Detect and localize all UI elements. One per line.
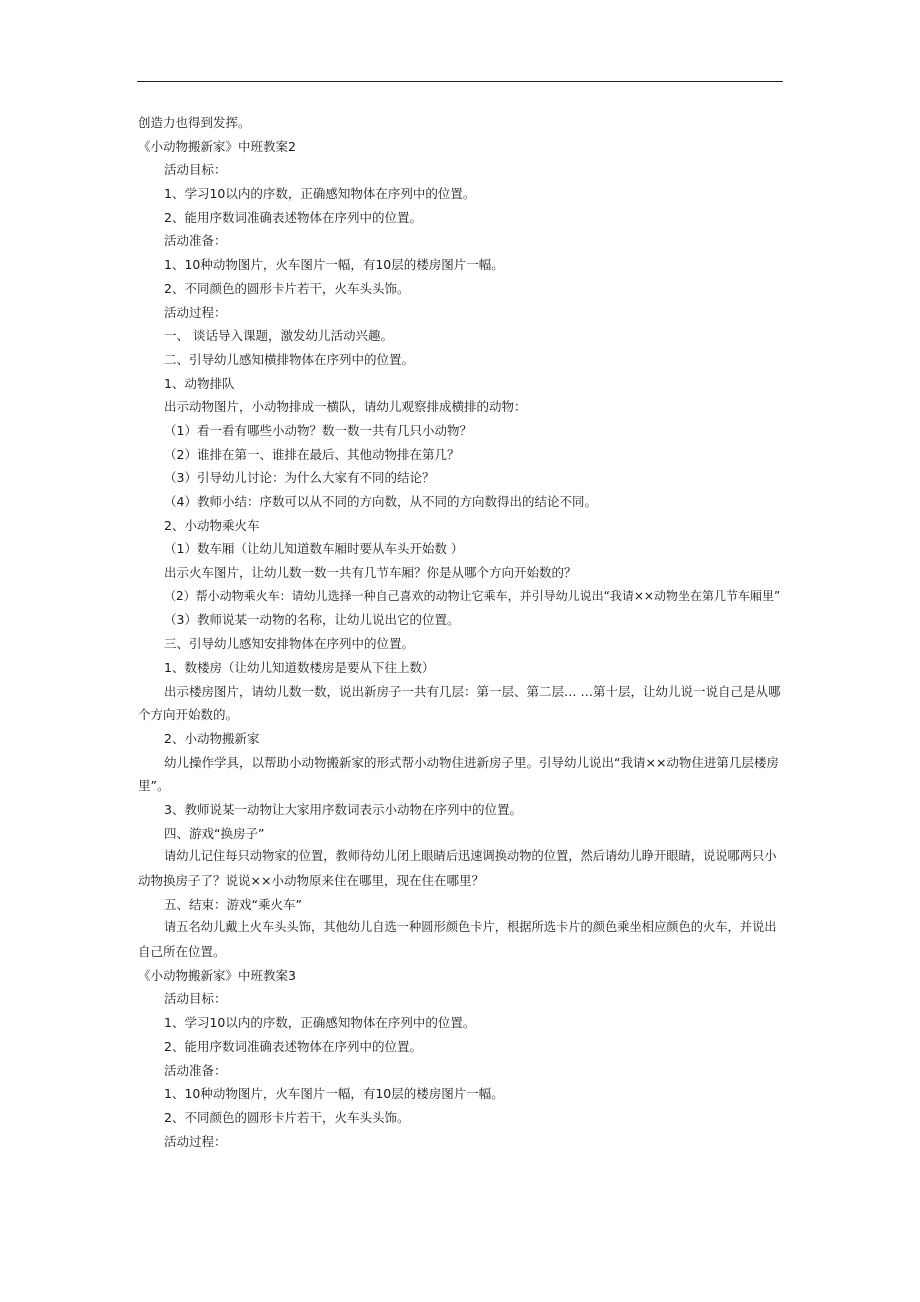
text-line: （1）看一看有哪些小动物？数一数一共有几只小动物？: [164, 422, 472, 438]
text-line: 自己所在位置。: [138, 944, 226, 960]
text-line: 活动过程：: [164, 304, 227, 320]
text-line: 请五名幼儿戴上火车头头饰，其他幼儿自选一种圆形颜色卡片，根据所选卡片的颜色乘坐相应颜色的火车，并说出: [164, 920, 777, 935]
text-line: 1、数楼房（让幼儿知道数楼房是要从下往上数）: [164, 659, 435, 675]
text-line: （1）数车厢（让幼儿知道数车厢时要从车头开始数 ）: [164, 541, 464, 557]
text-line: 个方向开始数的。: [138, 707, 239, 723]
text-line: （2）帮小动物乘火车：请幼儿选择一种自己喜欢的动物让它乘车，并引导幼儿说出“我请××动物坐在第几节车厢里”: [164, 588, 781, 603]
text-line: 3、教师说某一动物让大家用序数词表示小动物在序列中的位置。: [164, 801, 522, 817]
text-line: 请幼儿记住每只动物家的位置，教师待幼儿闭上眼睛后迅速调换动物的位置，然后请幼儿睁开眼睛，说说哪两只小: [164, 849, 777, 864]
text-line: 1、动物排队: [164, 375, 235, 391]
text-line: 活动目标：: [164, 162, 227, 178]
text-line: 2、能用序数词准确表述物体在序列中的位置。: [164, 1038, 422, 1054]
text-line: 2、小动物搬新家: [164, 730, 260, 746]
text-line: 幼儿操作学具，以帮助小动物搬新家的形式帮小动物住进新房子里。引导幼儿说出“我请××动物住进第几层楼房: [164, 754, 779, 770]
text-line: 出示动物图片，小动物排成一横队，请幼儿观察排成横排的动物：: [164, 399, 527, 415]
text-line: 2、能用序数词准确表述物体在序列中的位置。: [164, 209, 422, 225]
text-line: （4）教师小结：序数可以从不同的方向数，从不同的方向数得出的结论不同。: [164, 494, 597, 509]
text-line: （3）引导幼儿讨论：为什么大家有不同的结论？: [164, 470, 435, 486]
text-line: （3）教师说某一动物的名称，让幼儿说出它的位置。: [164, 612, 460, 628]
header-rule: [137, 81, 783, 82]
text-line: 四、游戏“换房子”: [164, 825, 265, 841]
text-line: （2）谁排在第一、谁排在最后、其他动物排在第几？: [164, 446, 460, 462]
text-line: 1、10种动物图片，火车图片一幅，有10层的楼房图片一幅。: [164, 257, 504, 273]
text-line: 2、不同颜色的圆形卡片若干，火车头头饰。: [164, 1109, 410, 1125]
text-line: 出示楼房图片，请幼儿数一数，说出新房子一共有几层：第一层、第二层… …第十层，让幼儿说一说自己是从哪: [164, 683, 781, 699]
text-line: 活动准备：: [164, 233, 227, 249]
text-line: 活动目标：: [164, 991, 227, 1007]
document-body: [138, 111, 784, 1153]
text-line: 二、引导幼儿感知横排物体在序列中的位置。: [164, 351, 415, 367]
text-line: 2、小动物乘火车: [164, 517, 260, 533]
text-line: 出示火车图片，让幼儿数一数一共有几节车厢？你是从哪个方向开始数的？: [164, 565, 577, 581]
text-line: 《小动物搬新家》中班教案3: [138, 967, 296, 983]
text-line: 1、学习10以内的序数，正确感知物体在序列中的位置。: [164, 1015, 476, 1031]
text-line: 五、结束：游戏“乘火车”: [164, 896, 302, 912]
text-line: 1、学习10以内的序数，正确感知物体在序列中的位置。: [164, 186, 476, 202]
text-line: 《小动物搬新家》中班教案2: [138, 138, 296, 154]
text-line: 创造力也得到发挥。: [138, 115, 251, 130]
text-line: 三、引导幼儿感知安排物体在序列中的位置。: [164, 636, 415, 652]
text-line: 动物换房子了？说说××小动物原来住在哪里，现在住在哪里？: [138, 873, 484, 888]
text-line: 活动准备：: [164, 1062, 227, 1078]
text-line: 1、10种动物图片，火车图片一幅，有10层的楼房图片一幅。: [164, 1086, 504, 1102]
text-line: 活动过程：: [164, 1133, 227, 1149]
text-line: 2、不同颜色的圆形卡片若干，火车头头饰。: [164, 280, 410, 296]
text-line: 里”。: [138, 778, 170, 794]
text-line: 一、 谈话导入课题，激发幼儿活动兴趣。: [164, 328, 393, 344]
